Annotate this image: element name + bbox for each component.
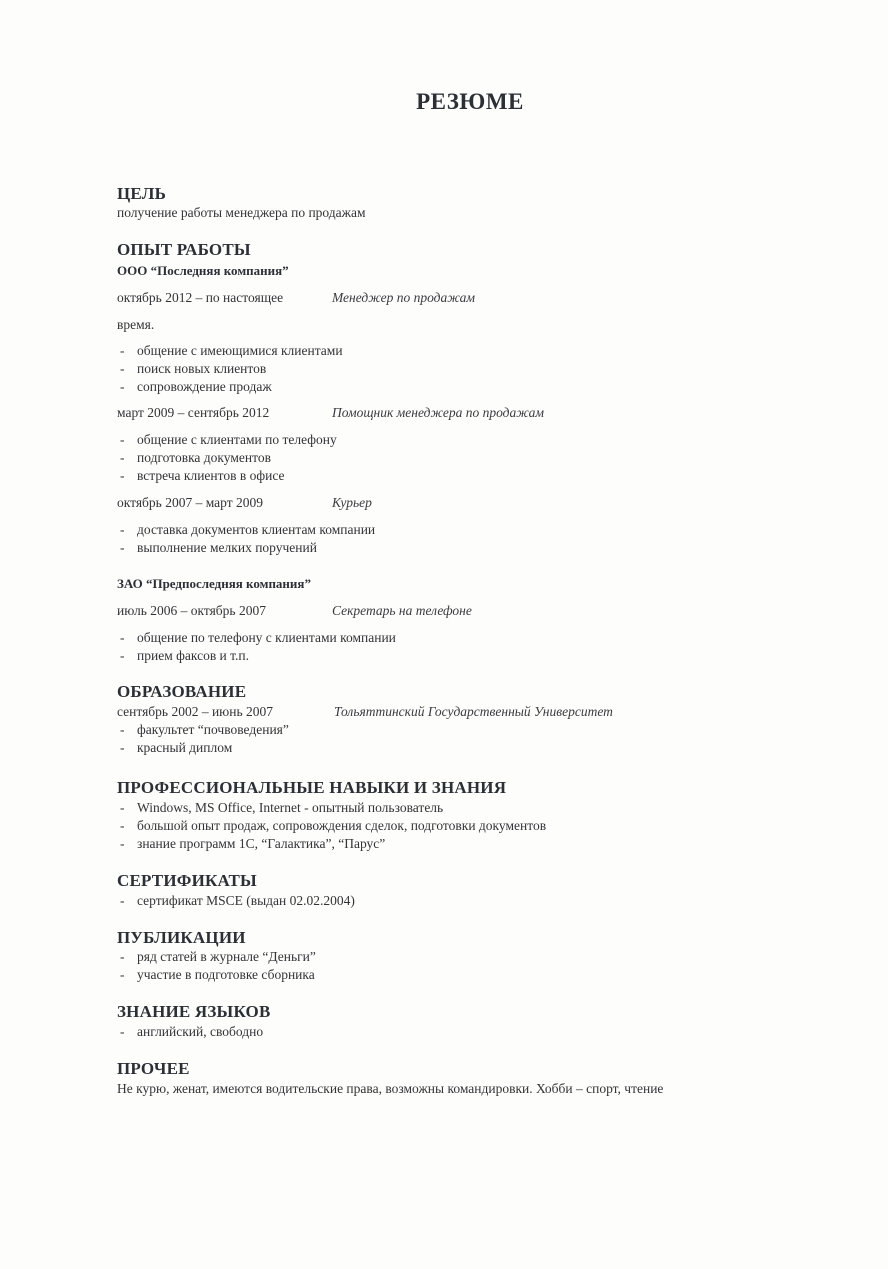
bullet-dash: -: [120, 468, 125, 483]
list-item: - общение с имеющимися клиентами: [120, 343, 343, 358]
list-item: - красный диплом: [120, 740, 233, 755]
bullet-dash: -: [120, 1024, 125, 1039]
job-role: Менеджер по продажам: [332, 290, 475, 305]
bullet-dash: -: [120, 630, 125, 645]
list-item: - знание программ 1С, “Галактика”, “Парус”: [120, 836, 386, 851]
bullet-dash: -: [120, 522, 125, 537]
job-period: июль 2006 – октябрь 2007: [117, 603, 266, 618]
list-item: - общение с клиентами по телефону: [120, 432, 337, 447]
section-heading-experience: ОПЫТ РАБОТЫ: [117, 240, 251, 259]
bullet-dash: -: [120, 893, 125, 908]
job-period: октябрь 2012 – по настоящее: [117, 290, 284, 305]
bullet-dash: -: [120, 836, 125, 851]
bullet-dash: -: [120, 740, 125, 755]
list-item: - встреча клиентов в офисе: [120, 468, 285, 483]
bullet-dash: -: [120, 379, 125, 394]
education-period: сентябрь 2002 – июнь 2007: [117, 704, 274, 719]
bullet-dash: -: [120, 818, 125, 833]
job-period: октябрь 2007 – март 2009: [117, 495, 264, 510]
list-item: - общение по телефону с клиентами компании: [120, 630, 396, 645]
job-role: Курьер: [332, 495, 372, 510]
list-item: - доставка документов клиентам компании: [120, 522, 376, 537]
page-title: РЕЗЮМЕ: [416, 89, 524, 114]
other-text: Не курю, женат, имеются водительские права, возможны командировки. Хобби – спорт, чтение: [117, 1081, 664, 1096]
section-heading-certificates: СЕРТИФИКАТЫ: [117, 871, 257, 890]
bullet-dash: -: [120, 949, 125, 964]
bullet-dash: -: [120, 800, 125, 815]
section-heading-education: ОБРАЗОВАНИЕ: [117, 682, 247, 701]
list-item: - ряд статей в журнале “Деньги”: [120, 949, 316, 964]
list-item: - Windows, MS Office, Internet - опытный пользователь: [120, 800, 444, 815]
section-heading-goal: ЦЕЛЬ: [117, 184, 167, 203]
list-item: - подготовка документов: [120, 450, 271, 465]
bullet-dash: -: [120, 432, 125, 447]
bullet-dash: -: [120, 361, 125, 376]
bullet-dash: -: [120, 540, 125, 555]
job-role: Секретарь на телефоне: [332, 603, 472, 618]
list-item: - факультет “почвоведения”: [120, 722, 289, 737]
goal-text: получение работы менеджера по продажам: [117, 205, 366, 220]
bullet-dash: -: [120, 722, 125, 737]
education-institution: Тольяттинский Государственный Университет: [334, 704, 613, 719]
job-role: Помощник менеджера по продажам: [332, 405, 544, 420]
list-item: - прием факсов и т.п.: [120, 648, 250, 663]
job-period-continuation: время.: [117, 317, 155, 332]
list-item: - английский, свободно: [120, 1024, 264, 1039]
list-item: - большой опыт продаж, сопровождения сделок, подготовки документов: [120, 818, 547, 833]
job-period: март 2009 – сентябрь 2012: [117, 405, 270, 420]
list-item: - выполнение мелких поручений: [120, 540, 317, 555]
list-item: - сертификат MSCE (выдан 02.02.2004): [120, 893, 355, 908]
section-heading-skills: ПРОФЕССИОНАЛЬНЫЕ НАВЫКИ И ЗНАНИЯ: [117, 778, 507, 797]
section-heading-languages: ЗНАНИЕ ЯЗЫКОВ: [117, 1002, 271, 1021]
company-name: ЗАО “Предпоследняя компания”: [117, 576, 311, 591]
section-heading-other: ПРОЧЕЕ: [117, 1059, 190, 1078]
list-item: - сопровождение продаж: [120, 379, 272, 394]
bullet-dash: -: [120, 343, 125, 358]
list-item: - поиск новых клиентов: [120, 361, 267, 376]
company-name: ООО “Последняя компания”: [117, 263, 289, 278]
bullet-dash: -: [120, 450, 125, 465]
list-item: - участие в подготовке сборника: [120, 967, 315, 982]
bullet-dash: -: [120, 648, 125, 663]
bullet-dash: -: [120, 967, 125, 982]
section-heading-publications: ПУБЛИКАЦИИ: [117, 928, 246, 947]
